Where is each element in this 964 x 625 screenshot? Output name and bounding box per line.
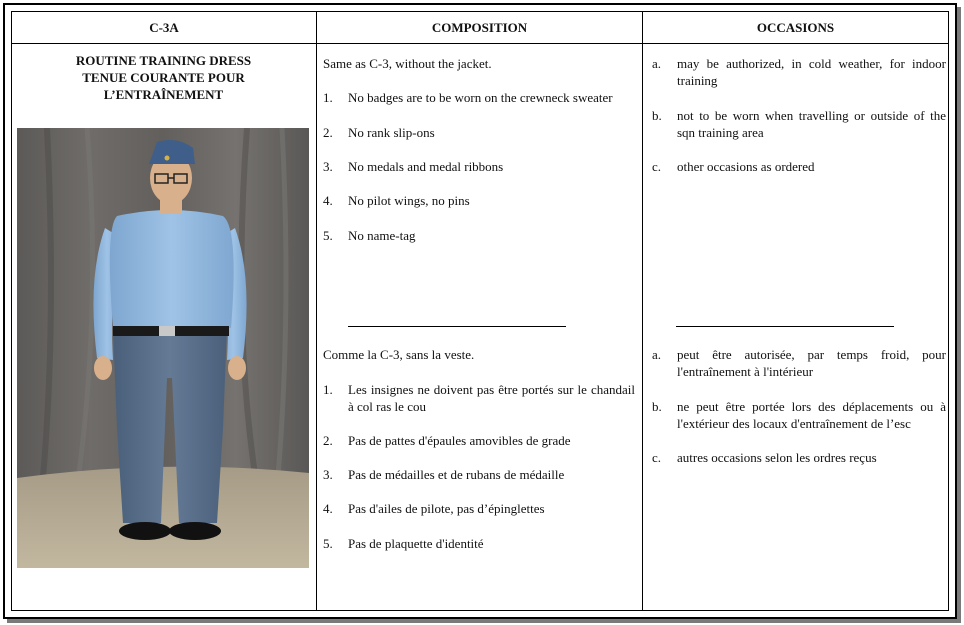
item-number: 1. (323, 382, 333, 397)
item-text: Pas de médailles et de rubans de médaille (348, 467, 565, 482)
item-letter: a. (652, 347, 662, 362)
item-text: may be authorized, in cold weather, for indoor training (677, 56, 946, 88)
item-number: 3. (323, 467, 333, 482)
item-letter: b. (652, 399, 662, 414)
item-text: No name-tag (348, 228, 416, 243)
item-text: not to be worn when travelling or outside of the sqn training area (677, 108, 946, 140)
page-frame (3, 3, 957, 619)
composition-intro: Same as C-3, without the jacket. (323, 56, 492, 71)
item-number: 1. (323, 90, 333, 105)
item-text: other occasions as ordered (677, 159, 815, 174)
item-text: No pilot wings, no pins (348, 193, 470, 208)
header-composition: COMPOSITION (431, 20, 528, 35)
item-text: No rank slip-ons (348, 125, 435, 140)
item-text: No badges are to be worn on the crewneck sweater (348, 90, 613, 105)
occasions-fr (652, 12, 946, 610)
item-text: Les insignes ne doivent pas être portés sur le chandail à col ras le cou (348, 382, 635, 414)
item-text: ne peut être portée lors des déplacements ou à l'extérieur des locaux d'entraînement de l’esc (677, 399, 946, 431)
header-occasions: OCCASIONS (756, 20, 835, 35)
item-text: No medals and medal ribbons (348, 159, 504, 174)
item-text: Pas d'ailes de pilote, pas d’épinglettes (348, 501, 545, 516)
item-number: 2. (323, 433, 333, 448)
dress-title-line: L’ENTRAÎNEMENT (103, 87, 224, 102)
item-text: Pas de pattes d'épaules amovibles de grade (348, 433, 571, 448)
dress-title-line: TENUE COURANTE POUR (82, 70, 245, 85)
item-number: 5. (323, 536, 333, 551)
item-number: 5. (323, 228, 333, 243)
item-letter: b. (652, 108, 662, 123)
item-number: 4. (323, 193, 333, 208)
item-number: 4. (323, 501, 333, 516)
header-code: C-3A (149, 20, 179, 35)
dress-title-line: ROUTINE TRAINING DRESS (75, 53, 252, 68)
column-divider (316, 12, 317, 610)
item-letter: c. (652, 159, 662, 174)
item-text: peut être autorisée, par temps froid, pour l'entraînement à l'intérieur (677, 347, 946, 379)
column-divider (642, 12, 643, 610)
item-number: 3. (323, 159, 333, 174)
item-number: 2. (323, 125, 333, 140)
uniform-photo (17, 128, 309, 568)
composition-intro: Comme la C-3, sans la veste. (323, 347, 475, 362)
dress-table (11, 11, 949, 611)
dress-title (12, 52, 315, 103)
item-text: Pas de plaquette d'identité (348, 536, 484, 551)
item-letter: c. (652, 450, 662, 465)
item-letter: a. (652, 56, 662, 71)
item-text: autres occasions selon les ordres reçus (677, 450, 877, 465)
composition-fr (323, 12, 635, 610)
